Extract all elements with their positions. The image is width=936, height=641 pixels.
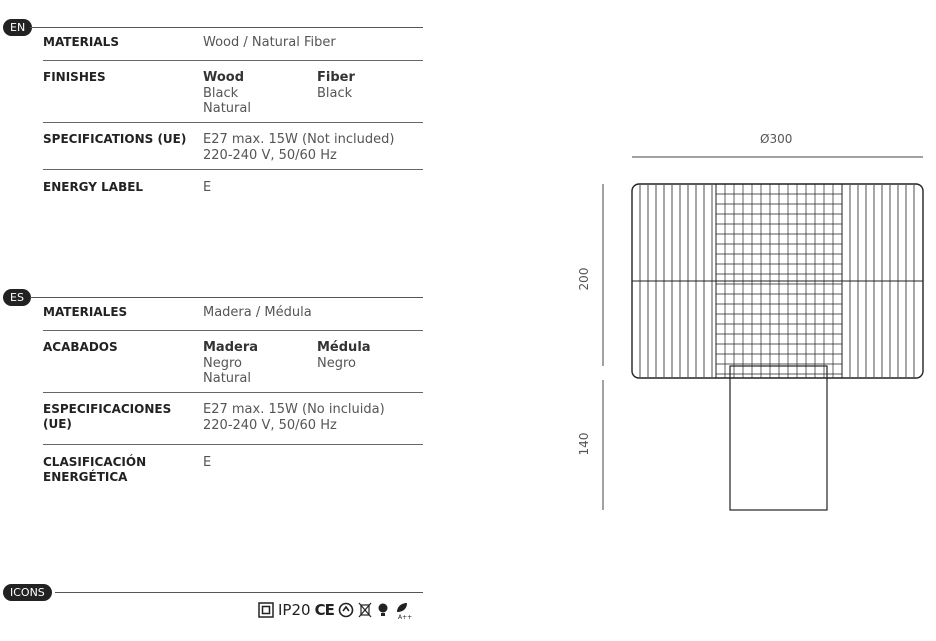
section-tag-es: ES: [3, 289, 31, 306]
spec-label: MATERIALES: [43, 305, 128, 319]
section-tag-icons: ICONS: [3, 584, 52, 601]
spec-line: E27 max. 15W (No incluida): [203, 402, 385, 417]
finish-option: Natural: [203, 371, 251, 386]
spec-line: 220-240 V, 50/60 Hz: [203, 417, 337, 433]
spec-label: SPECIFICATIONS (UE): [43, 132, 187, 146]
ip-rating-label: IP20: [278, 601, 311, 619]
spec-label-line: ESPECIFICACIONES: [43, 402, 172, 416]
spec-label-line: (UE): [43, 417, 72, 431]
section-tag-en: EN: [3, 19, 32, 36]
spec-label: MATERIALS: [43, 35, 119, 49]
spec-label: FINISHES: [43, 70, 106, 84]
base-height-dimension-label: 140: [577, 432, 591, 456]
spec-label-line: CLASIFICACIÓN: [43, 455, 147, 469]
shade-height-dimension-label: 200: [577, 267, 591, 291]
finish-option: Black: [203, 85, 239, 101]
spec-label: ENERGY LABEL: [43, 180, 144, 194]
spec-value: E: [203, 455, 212, 470]
spec-label: ACABADOS: [43, 340, 118, 354]
spec-label-line: ENERGÉTICA: [43, 470, 128, 484]
finish-material-name: Fiber: [317, 70, 355, 85]
finish-material-name: Médula: [317, 340, 371, 355]
finish-material-name: Wood: [203, 70, 245, 85]
finish-option: Negro: [203, 355, 242, 371]
spec-value: Wood / Natural Fiber: [203, 35, 336, 50]
finish-option: Natural: [203, 101, 251, 116]
ce-mark-icon: CE: [314, 601, 334, 619]
diameter-dimension-label: Ø300: [760, 132, 793, 146]
lamp-shade: [632, 184, 923, 378]
spec-line: 220-240 V, 50/60 Hz: [203, 147, 337, 163]
finish-option: Black: [317, 85, 353, 101]
spec-value: E: [203, 180, 212, 195]
lamp-base: [730, 366, 827, 510]
spec-value: Madera / Médula: [203, 305, 312, 320]
energy-class-label: A++: [397, 614, 412, 621]
spec-line: E27 max. 15W (Not included): [203, 132, 395, 147]
finish-material-name: Madera: [203, 340, 259, 355]
finish-option: Negro: [317, 355, 356, 371]
